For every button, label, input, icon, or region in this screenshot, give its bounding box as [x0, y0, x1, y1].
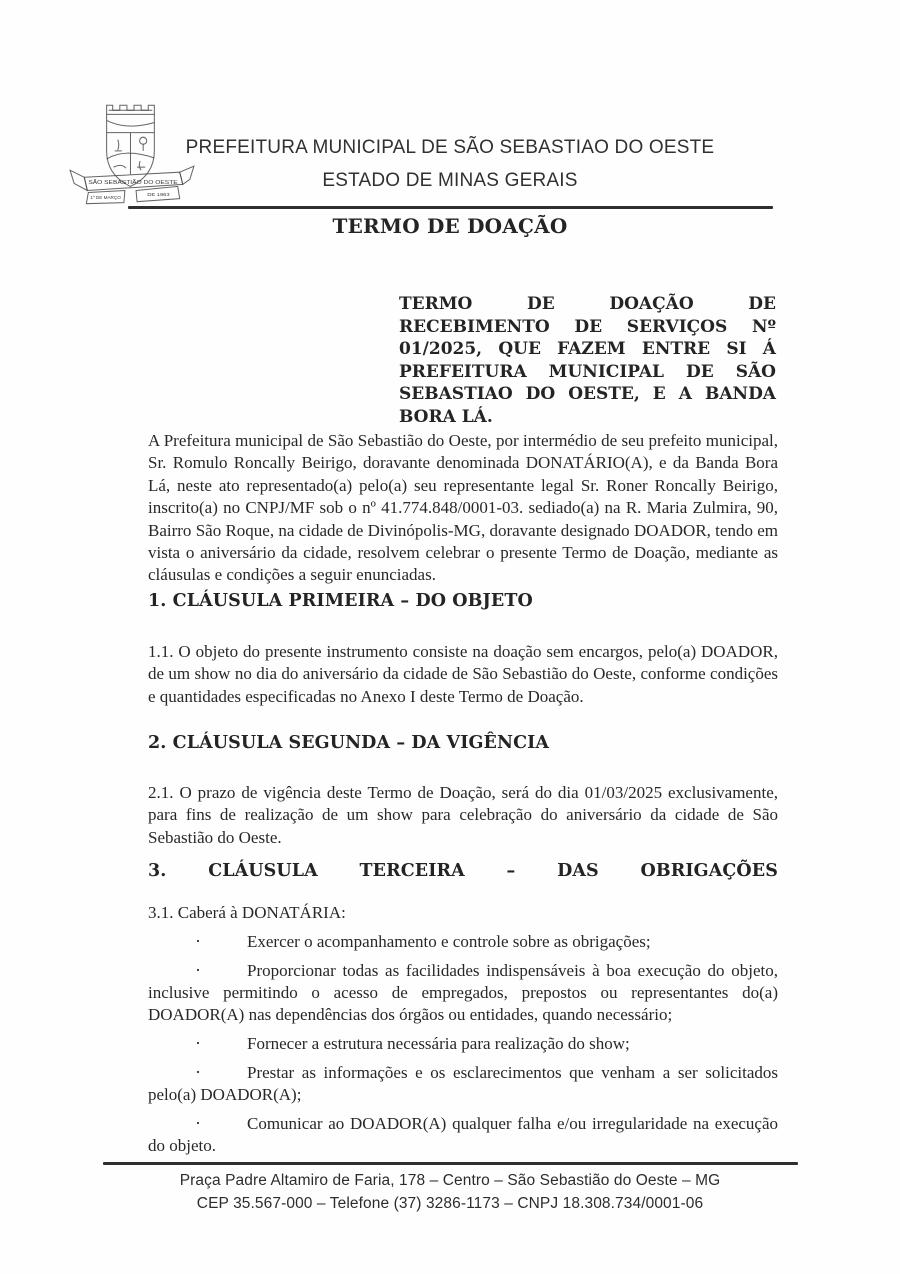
crest-ribbon-main-text: SÃO SEBASTIÃO DO OESTE	[88, 179, 157, 186]
org-name: PREFEITURA MUNICIPAL DE SÃO SEBASTIAO DO OESTE	[185, 137, 715, 158]
clause-3-heading-word: –	[506, 861, 516, 881]
clause-1-body: 1.1. O objeto do presente instrumento consiste na doação sem encargos, pelo(a) DOADOR, de um show no dia do aniversário da cidade de São Sebastião do Oeste, conforme condições e quantidades especificadas no Anexo I deste Termo de Doação.	[148, 642, 778, 706]
bullet-item	[148, 931, 778, 953]
clause-3-intro: 3.1. Caberá à DONATÁRIA:	[148, 903, 346, 922]
footer-rule	[103, 1162, 798, 1165]
bullet-text: Comunicar ao DOADOR(A) qualquer falha e/ou irregularidade na execução do objeto.	[148, 1114, 778, 1155]
bullet-item	[148, 1033, 778, 1055]
bullet-text: Exercer o acompanhamento e controle sobre as obrigações;	[247, 932, 651, 951]
footer-address: Praça Padre Altamiro de Faria, 178 – Centro – São Sebastião do Oeste – MG	[179, 1172, 721, 1189]
bullet-marker: ·	[195, 1113, 201, 1133]
crest-ribbon-left-text: 1º DE MARÇO	[90, 195, 122, 201]
clause-3-heading-word: 3.	[148, 861, 167, 881]
clause-3-heading-word: TERCEIRA	[359, 861, 465, 881]
clause-1-heading: 1. CLÁUSULA PRIMEIRA – DO OBJETO	[148, 591, 533, 611]
state-name: ESTADO DE MINAS GERAIS	[322, 170, 578, 191]
crest-crown	[107, 105, 155, 114]
bullet-marker: ·	[195, 1062, 201, 1082]
bullet-item	[148, 960, 778, 1026]
bullet-marker: ·	[195, 960, 201, 980]
document-title: TERMO DE DOAÇÃO	[332, 214, 568, 238]
clause-3-heading-word: CLÁUSULA	[208, 861, 318, 881]
bullet-list	[148, 931, 778, 1164]
clause-3-heading	[148, 861, 778, 881]
bullet-text: Proporcionar todas as facilidades indispensáveis à boa execução do objeto, inclusive permitindo o acesso de empregados, prepostos ou representantes do(a) DOADOR(A) nas dependências dos órgãos ou entidades, quando necessário;	[148, 961, 778, 1024]
clause-2-heading: 2. CLÁUSULA SEGUNDA – DA VIGÊNCIA	[148, 733, 550, 753]
intro-paragraph: A Prefeitura municipal de São Sebastião do Oeste, por intermédio de seu prefeito municipal, Sr. Romulo Roncally Beirigo, doravante denominada DONATÁRIO(A), e da Banda Bora Lá, neste ato representado(a) pelo(a) seu representante legal Sr. Roner Roncally Beirigo, inscrito(a) no CNPJ/MF sob o nº 41.774.848/0001-03. sediado(a) na R. Maria Zulmira, 90, Bairro São Roque, na cidade de Divinópolis-MG, doravante designado DOADOR, tendo em vista o aniversário da cidade, resolvem celebrar o presente Termo de Doação, mediante as cláusulas e condições a seguir enunciadas.	[148, 431, 778, 585]
header-rule	[128, 206, 773, 209]
subject-block: TERMO DE DOAÇÃO DE RECEBIMENTO DE SERVIÇOS Nº 01/2025, QUE FAZEM ENTRE SI Á PREFEITURA MUNICIPAL DE SÃO SEBASTIAO DO OESTE, E A BANDA BORA LÁ.	[399, 294, 776, 427]
clause-3-heading-word: DAS	[557, 861, 599, 881]
crest-ribbon-right-text: DE 1963	[147, 192, 171, 198]
bullet-item	[148, 1113, 778, 1157]
bullet-marker: ·	[195, 1033, 201, 1053]
footer-contact: CEP 35.567-000 – Telefone (37) 3286-1173 – CNPJ 18.308.734/0001-06	[196, 1195, 704, 1212]
clause-3-heading-word: OBRIGAÇÕES	[640, 861, 778, 881]
clause-2-body: 2.1. O prazo de vigência deste Termo de Doação, será do dia 01/03/2025 exclusivamente, para fins de realização de um show para celebração do aniversário da cidade de São Sebastião do Oeste.	[148, 783, 778, 847]
bullet-text: Prestar as informações e os esclarecimentos que venham a ser solicitados pelo(a) DOADOR(A);	[148, 1063, 778, 1104]
bullet-item	[148, 1062, 778, 1106]
bullet-text: Fornecer a estrutura necessária para realização do show;	[247, 1034, 630, 1053]
bullet-marker: ·	[195, 931, 201, 951]
